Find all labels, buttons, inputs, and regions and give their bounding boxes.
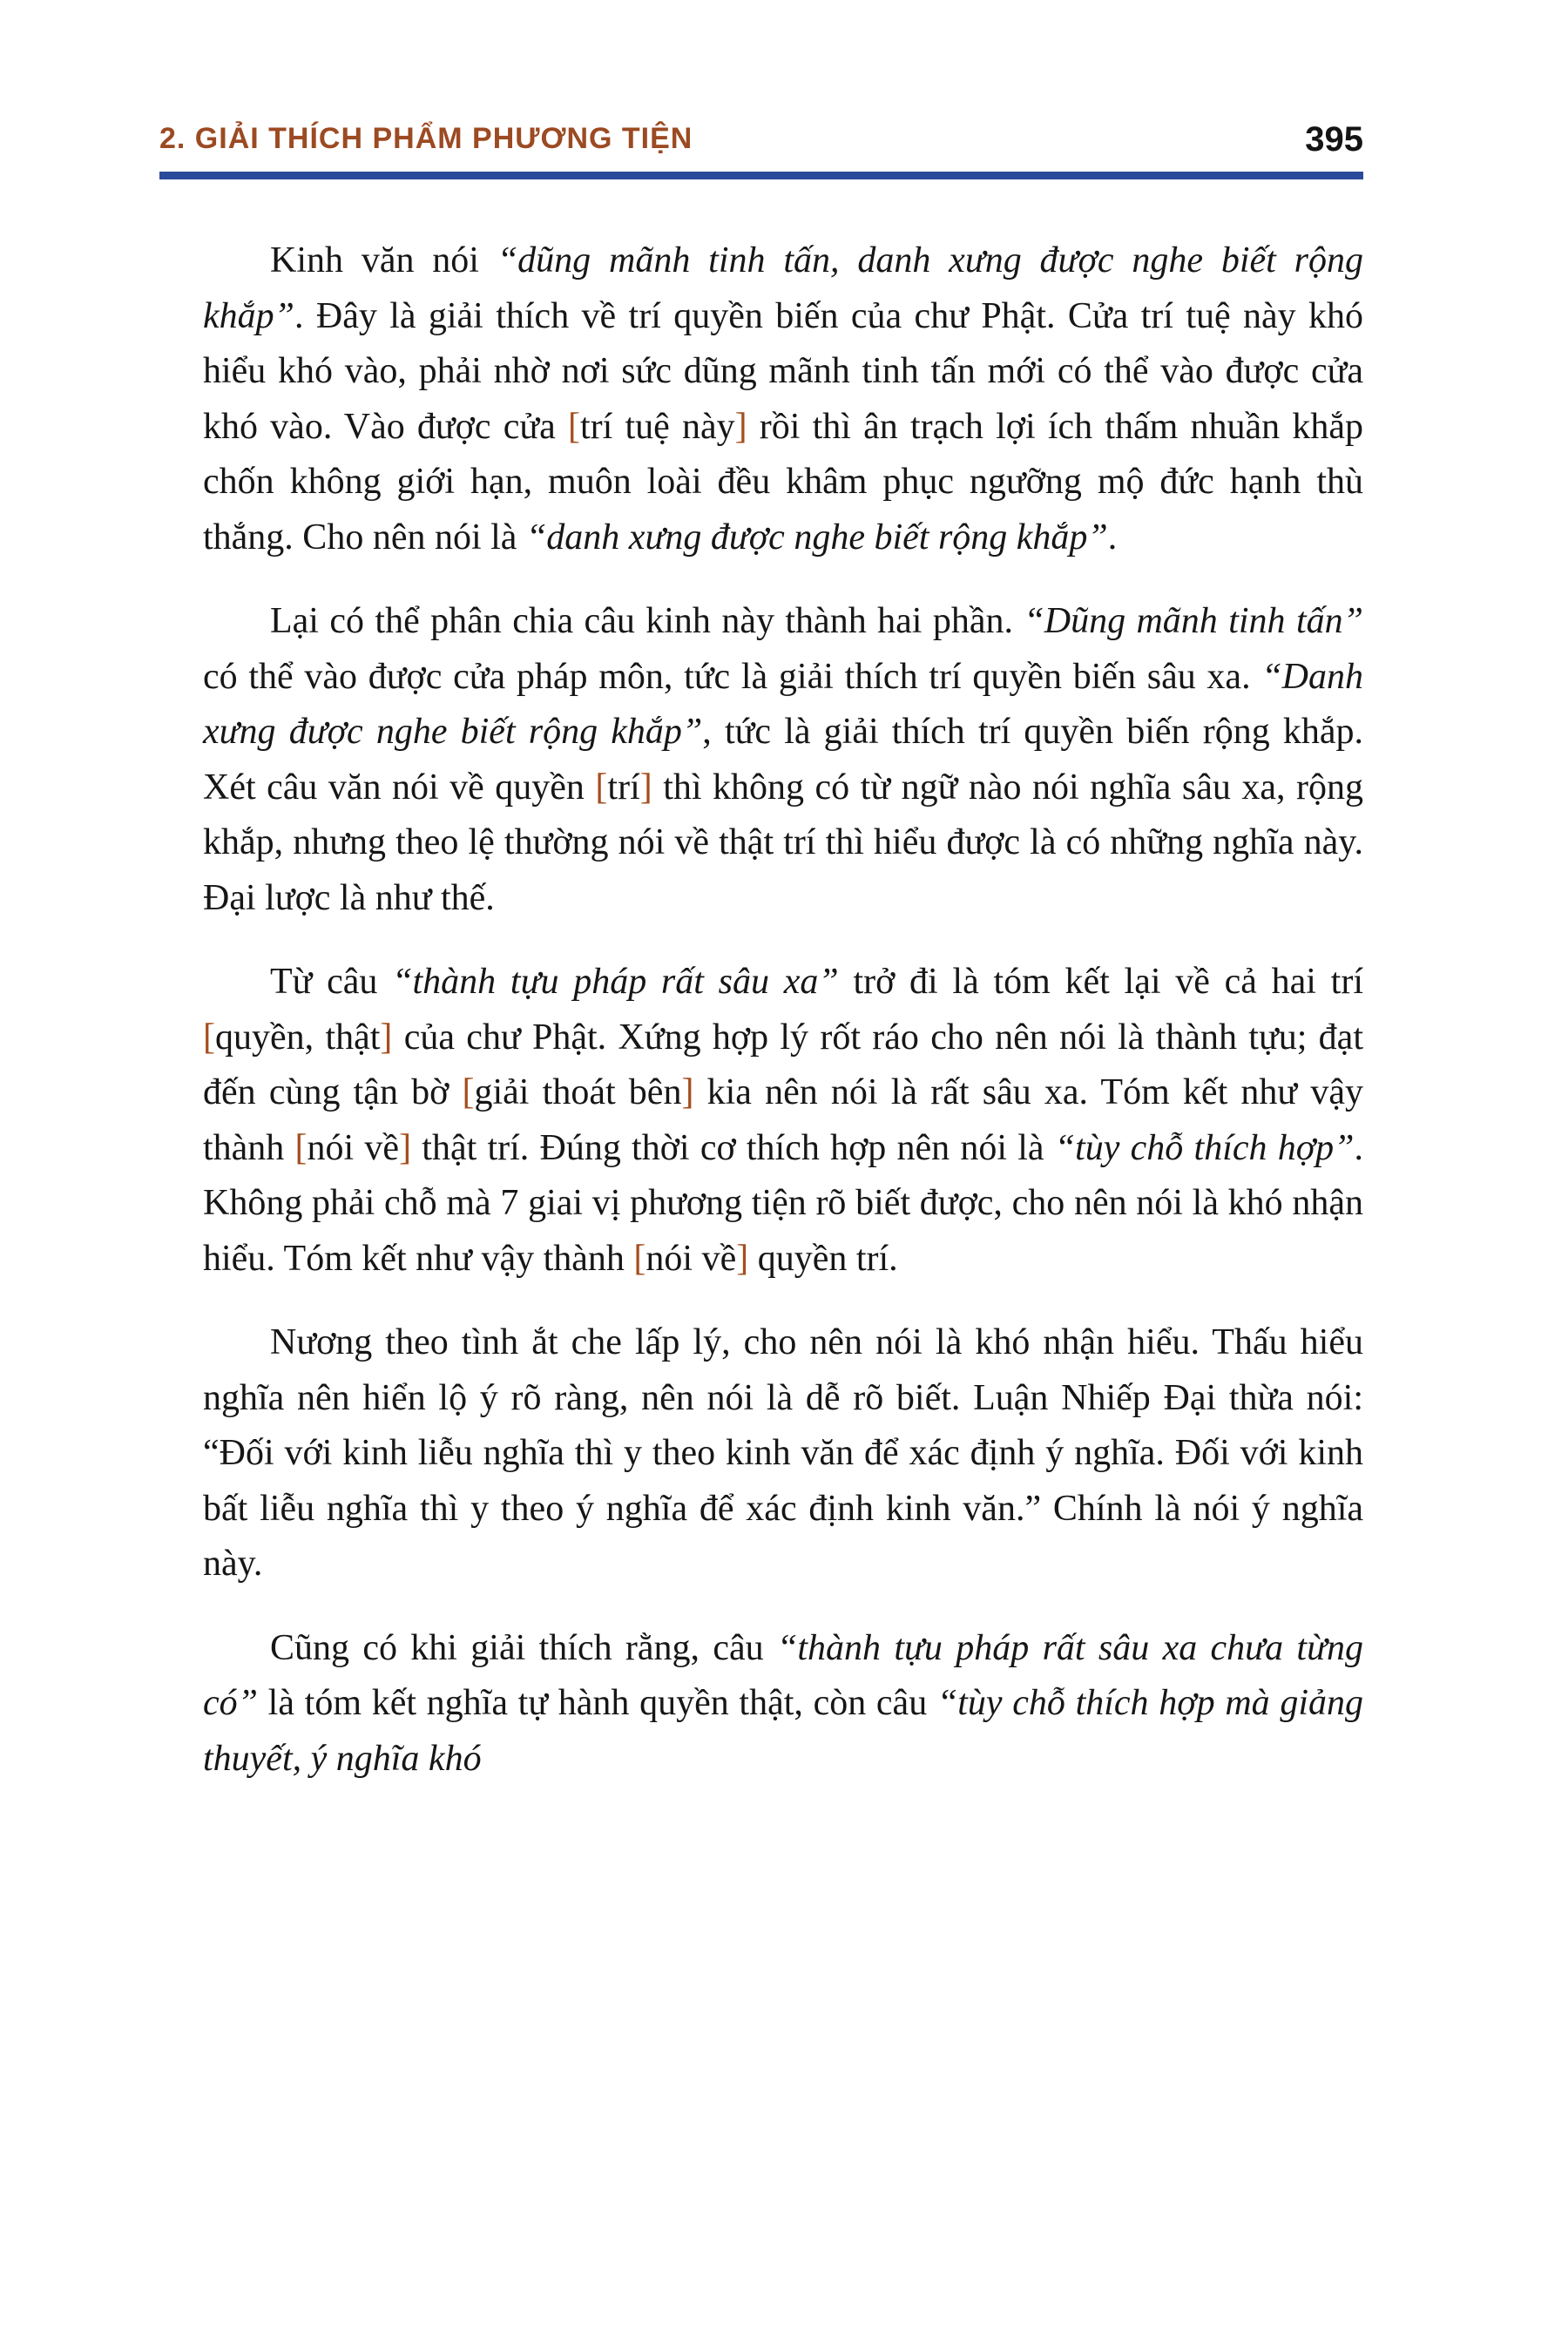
text-run: “tùy chỗ thích hợp”: [1054, 1127, 1355, 1168]
chapter-title: 2. GIẢI THÍCH PHẨM PHƯƠNG TIỆN: [159, 122, 693, 156]
bracket-mark: ]: [399, 1127, 412, 1168]
paragraph: [203, 1621, 1363, 1788]
text-run: có thể vào được cửa pháp môn, tức là giải thích trí quyền biến sâu xa.: [203, 656, 1262, 697]
text-run: “thành tựu pháp rất sâu xa chưa từng có”: [203, 1627, 1363, 1723]
text-run: trí: [607, 767, 640, 808]
text-run: nói về: [307, 1127, 400, 1168]
bracket-mark: [: [567, 406, 580, 447]
paragraph: [203, 1315, 1363, 1592]
text-run: Kinh văn nói: [270, 240, 497, 280]
text-run: Cũng có khi giải thích rằng, câu: [270, 1627, 777, 1668]
bracket-mark: [: [595, 767, 608, 808]
text-run: kia nên nói là rất sâu xa. Tóm kết như vậy thành: [203, 1072, 1363, 1168]
text-run: “danh xưng được nghe biết rộng khắp”: [525, 517, 1108, 558]
bracket-mark: [: [294, 1127, 308, 1168]
text-run: “dũng mãnh tinh tấn, danh xưng được nghe biết rộng khắp”: [203, 240, 1363, 336]
page-number: 395: [1305, 120, 1363, 159]
text-run: nói về: [645, 1238, 737, 1279]
running-header: [159, 118, 1363, 160]
text-run: thì không có từ ngữ nào nói nghĩa sâu xa, rộng khắp, nhưng theo lệ thường nói về thật trí thì hiểu được là có những nghĩa này. Đại lược là như thế.: [203, 767, 1363, 918]
bracket-mark: ]: [681, 1072, 694, 1112]
text-run: “thành tựu pháp rất sâu xa”: [392, 962, 839, 1002]
text-run: là tóm kết nghĩa tự hành quyền thật, còn câu: [258, 1683, 937, 1723]
text-run: “Danh xưng được nghe biết rộng khắp”: [203, 656, 1363, 752]
text-run: Nương theo tình ắt che lấp lý, cho nên nói là khó nhận hiểu. Thấu hiểu nghĩa nên hiển lộ ý rõ ràng, nên nói là dễ rõ biết. Luận Nhiếp Đại thừa nói: “Đối với kinh liễu nghĩa thì y theo kinh văn để xác định ý nghĩa. Đối với kinh bất liễu nghĩa thì y theo ý nghĩa để xác định kinh văn.” Chính là nói ý nghĩa này.: [203, 1322, 1363, 1584]
paragraph: [203, 955, 1363, 1287]
text-run: .: [1107, 517, 1118, 558]
text-run: . Đây là giải thích về trí quyền biến của chư Phật. Cửa trí tuệ này khó hiểu khó vào, phải nhờ nơi sức dũng mãnh tinh tấn mới có thể vào được cửa khó vào. Vào được cửa: [203, 295, 1363, 447]
text-run: trở đi là tóm kết lại về cả hai trí: [838, 962, 1363, 1002]
bracket-mark: ]: [734, 406, 747, 447]
text-run: “Dũng mãnh tinh tấn”: [1024, 601, 1363, 641]
text-run: , tức là giải thích trí quyền biến rộng khắp. Xét câu văn nói về quyền: [203, 712, 1364, 808]
header-rule: [159, 172, 1363, 179]
text-run: quyền trí.: [748, 1238, 898, 1279]
paragraph: [203, 594, 1363, 926]
text-run: “tùy chỗ thích hợp mà giảng thuyết, ý nghĩa khó: [203, 1683, 1363, 1779]
text-run: giải thoát bên: [474, 1072, 682, 1112]
text-run: trí tuệ này: [579, 406, 735, 447]
bracket-mark: [: [633, 1238, 646, 1279]
text-run: rồi thì ân trạch lợi ích thấm nhuần khắp chốn không giới hạn, muôn loài đều khâm phục ngưỡng mộ đức hạnh thù thắng. Cho nên nói là: [203, 406, 1363, 558]
bracket-mark: [: [203, 1017, 215, 1058]
bracket-mark: ]: [380, 1017, 393, 1058]
text-run: Lại có thể phân chia câu kinh này thành hai phần.: [270, 601, 1024, 641]
body-text: [203, 233, 1363, 1815]
text-run: . Không phải chỗ mà 7 giai vị phương tiện rõ biết được, cho nên nói là khó nhận hiểu. Tóm kết như vậy thành: [203, 1127, 1363, 1279]
bracket-mark: ]: [736, 1238, 749, 1279]
bracket-mark: ]: [639, 767, 652, 808]
bracket-mark: [: [462, 1072, 475, 1112]
paragraph: [203, 233, 1363, 565]
text-run: thật trí. Đúng thời cơ thích hợp nên nói là: [411, 1127, 1055, 1168]
text-run: của chư Phật. Xứng hợp lý rốt ráo cho nên nói là thành tựu; đạt đến cùng tận bờ: [203, 1017, 1363, 1112]
text-run: quyền, thật: [215, 1017, 381, 1058]
text-run: Từ câu: [270, 962, 393, 1002]
